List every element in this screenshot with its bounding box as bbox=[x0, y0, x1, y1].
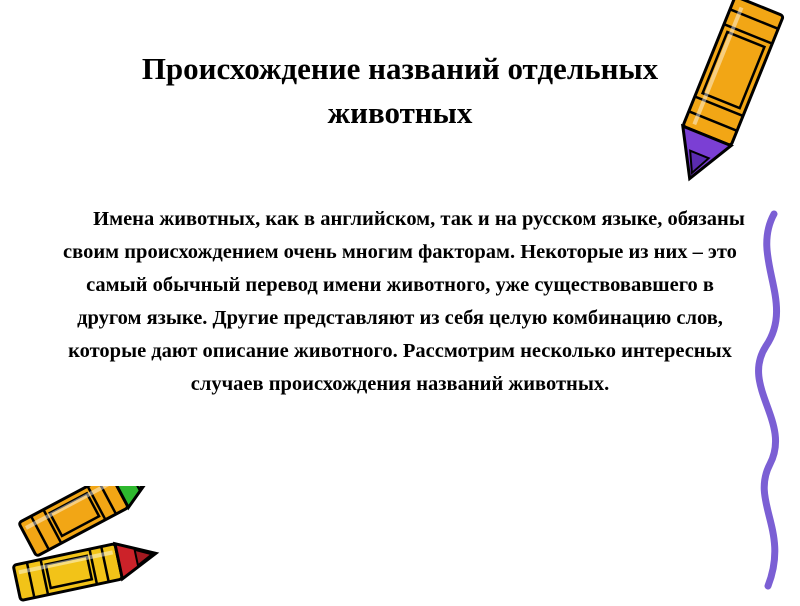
purple-squiggle-right-icon bbox=[744, 210, 800, 590]
crayon-pair-bottom-left-icon bbox=[8, 486, 188, 606]
slide-body-text bbox=[55, 203, 745, 401]
slide-body-text-content: Имена животных, как в английском, так и на русском языке, обязаны своим происхождением очень многим факторам. Некоторые из них – это самый обычный перевод имени животного, уже существовавшего в другом языке. Другие представляют из себя целую комбинацию слов, которые дают описание животного. Рассмотрим несколько интересных случаев происхождения названий животных. bbox=[63, 207, 745, 395]
slide-title: Происхождение названий отдельных животных bbox=[141, 50, 659, 130]
